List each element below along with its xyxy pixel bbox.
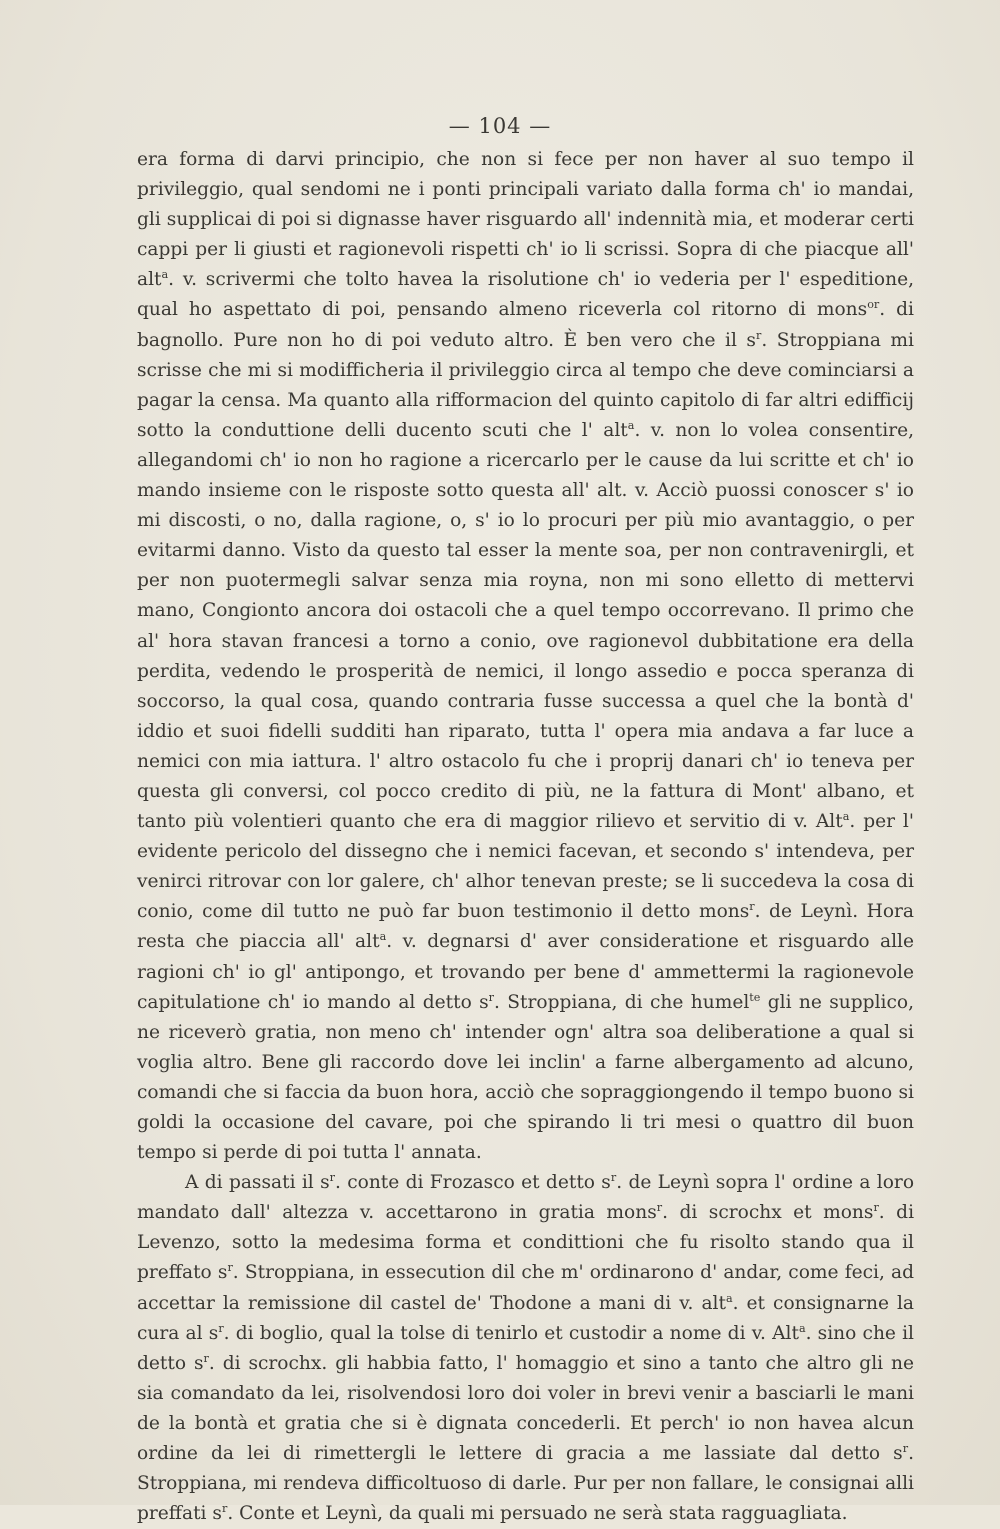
text-run: . et consignarne la cura al s — [137, 1292, 915, 1344]
text-run: era forma di darvi principio, che non si fece per non haver al suo tempo il privileggio, qual sendomi ne i ponti principali variato dalla forma ch' io mandai, gli supplicai di poi si dignasse haver risguardo all' indennità mia, et moderar certi cappi per li giusti et ragionevoli rispetti ch' io li scrissi. Sopra di che piacque all' alt — [137, 149, 914, 291]
text-run: . v. non lo volea consentire, allegandomi ch' io non ho ragione a ricercarlo per le cause da lui scritte et ch' io mando insieme con le risposte sotto questa all' alt. v. Acciò puossi conoscer s' io mi discosti, o no, dalla ragione, o, s' io lo procuri per più mio avantaggio, o per evitarmi danno. Visto da questo tal esser la mente soa, per non contravenirgli, et per non puotermegli salvar senza mia royna, non mi sono elletto di mettervi mano, Congionto ancora doi ostacoli che a quel tempo occorrevano. Il primo che al' hora stavan francesi a torno a conio, ove ragionevol dubbitatione era della perdita, vedendo le prosperità de nemici, il longo assedio e pocca speranza di soccorso, la qual cosa, quando contraria fusse successa a quel che la bontà d' iddio et suoi fidelli sudditi han riparato, tutta l' opera mia andava a far luce a nemici con mia iattura. l' altro ostacolo fu che i proprij danari ch' io teneva per questa gli conversi, col pocco credito di più, ne la fattura di Mont' albano, et tanto più volentieri quanto che era di maggior rilievo et servitio di v. Alt — [137, 419, 914, 833]
text-run: . de Leynì. Hora resta che piaccia all' alt — [137, 901, 915, 953]
text-run: . Stroppiana, in essecution dil che m' ordinarono d' andar, come feci, ad accettar la remissione dil castel de' Thodone a mani di v. alt — [137, 1262, 914, 1314]
page-number: — 104 — — [448, 114, 552, 138]
superscript: a — [798, 1321, 806, 1335]
superscript: r — [902, 1441, 909, 1455]
superscript: a — [842, 809, 850, 823]
superscript: a — [379, 930, 387, 944]
text-run: A di passati il s — [185, 1172, 330, 1194]
text-run: . v. degnarsi d' aver consideratione et risguardo alle ragioni ch' io gl' antipongo, et trovando per bene d' ammettermi la ragionevole capitulatione ch' io mando al detto s — [137, 931, 914, 1013]
superscript: a — [627, 418, 635, 432]
text-run: . di scrochx. gli habbia fatto, l' homaggio et sino a tanto che altro gli ne sia comandato da lei, risolvendosi loro doi voler in brevi venir a basciarli le mani de la bontà et gratia che si è dignata concederli. Et perch' io non havea alcun ordine da lei di rimettergli le lettere di gracia a me lassiate dal detto s — [137, 1352, 915, 1465]
text-run: . de Leynì sopra l' ordine a loro mandato dall' altezza v. accettarono in gratia mons — [137, 1172, 915, 1224]
superscript: te — [749, 990, 761, 1004]
superscript: r — [749, 900, 755, 914]
text-run: . di Levenzo, sotto la medesima forma et condittioni che fu risolto stando qua il preffato s — [137, 1202, 915, 1284]
superscript: r — [218, 1321, 224, 1335]
text-run: . v. scrivermi che tolto havea la risolutione ch' io vederia per l' espeditione, qual ho aspettato di poi, pensando almeno riceverla col ritorno di mons — [137, 269, 914, 321]
superscript: r — [203, 1351, 209, 1365]
text-run: . sino che il detto s — [137, 1322, 914, 1374]
superscript: r — [755, 328, 762, 342]
superscript: r — [610, 1171, 617, 1184]
text-run: . di boglio, qual la tolse di tenirlo et custodir a nome di v. Alt — [223, 1322, 799, 1344]
superscript: a — [725, 1291, 733, 1305]
text-run: . di bagnollo. Pure non ho di poi veduto altro. È ben vero che il s — [137, 299, 914, 351]
superscript: a — [161, 268, 169, 282]
superscript: r — [656, 1201, 663, 1215]
text-run: . conte di Frozasco et detto s — [334, 1172, 611, 1194]
superscript: r — [221, 1502, 228, 1516]
superscript: r — [329, 1171, 335, 1184]
superscript: r — [873, 1201, 879, 1215]
paragraph — [137, 1168, 914, 1529]
superscript: r — [227, 1261, 233, 1275]
text-run: gli ne supplico, ne riceverò gratia, non meno ch' intender ogn' altra soa deliberatione a qual si voglia altro. Bene gli raccordo dove lei inclin' a farne albergamento ad alcuno, comandi che si faccia da buon hora, acciò che sopraggiongendo il tempo buono si goldi la occasione del cavare, poi che spirando li tri mesi o quattro dil buon tempo si perde di poi tutta l' annata. — [137, 991, 914, 1164]
superscript: r — [488, 990, 495, 1004]
text-run: . di scrochx et mons — [662, 1202, 874, 1224]
superscript: or — [867, 298, 880, 312]
paragraph — [137, 145, 914, 1168]
text-run: . Stroppiana mi scrisse che mi si modifficheria il privileggio circa al tempo che deve cominciarsi a pagar la censa. Ma quanto alla rifformacion del quinto capitolo di far altri edifficij sotto la conduttione delli ducento scuti che l' alt — [137, 329, 914, 441]
text-run: . per l' evidente pericolo del dissegno che i nemici facevan, et secondo s' intendeva, per venirci ritrovar con lor galere, ch' alhor tenevan preste; se li succedeva la cosa di conio, come dil tutto ne può far buon testimonio il detto mons — [137, 811, 914, 923]
body-text — [137, 145, 914, 1529]
text-run: . Conte et Leynì, da quali mi persuado ne serà stata ragguagliata. — [227, 1503, 848, 1525]
text-run: . Stroppiana, di che humel — [494, 991, 750, 1013]
text-run: . Stroppiana, mi rendeva difficoltuoso di darle. Pur per non fallare, le consignai alli preffati s — [137, 1443, 914, 1525]
